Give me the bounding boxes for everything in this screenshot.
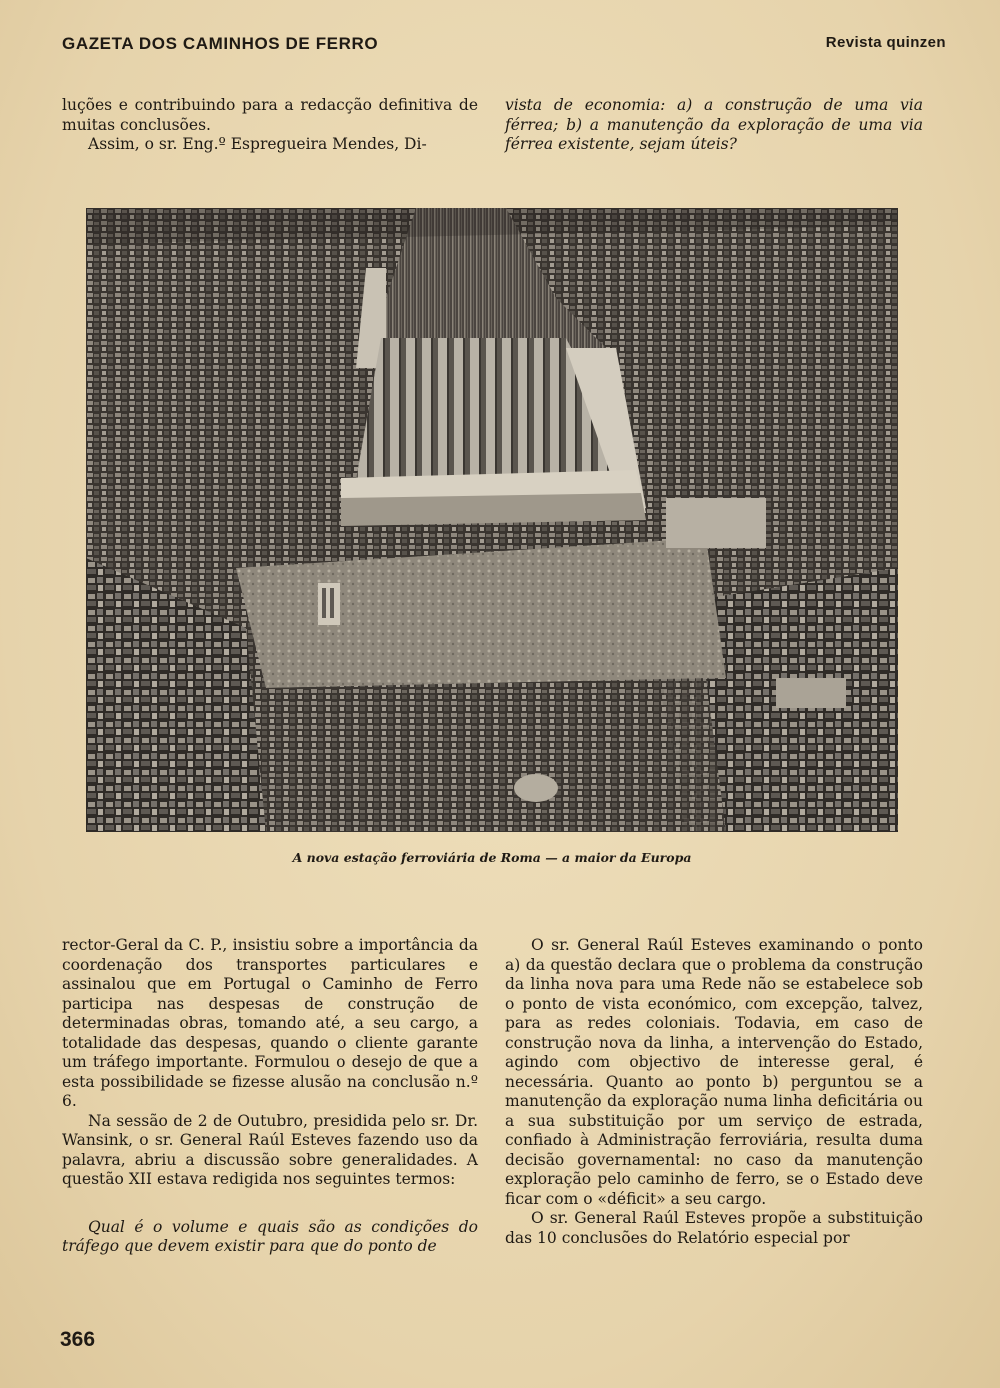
top-left-column [62,96,478,155]
paragraph: Qual é o volume e quais são as condições do tráfego que devem existir para que do ponto de [62,1217,478,1255]
page-number: 366 [60,1328,96,1351]
journal-title: GAZETA DOS CAMINHOS DE FERRO [62,34,379,53]
figure-caption: A nova estação ferroviária de Roma — a maior da Europa [292,850,692,865]
bottom-left-column [62,936,478,1257]
top-right-column [505,96,923,155]
paragraph: luções e contribuindo para a redacção definitiva de muitas conclusões. [62,96,478,134]
paragraph: rector-Geral da C. P., insistiu sobre a importância da coordenação dos transportes particulares e assinalou que em Portugal o Caminho de Ferro participa nas despesas de construção de determinadas obras, tomando até, a seu cargo, a totalidade das despesas, quando o cliente garante um tráfego importante. Formulou o desejo de que a esta possibilidade se fizesse alusão na conclusão n.º 6. [62,936,478,1110]
paragraph: O sr. General Raúl Esteves propõe a substituição das 10 conclusões do Relatório especial por [505,1209,923,1247]
journal-subtitle: Revista quinzen [825,34,946,51]
paragraph: O sr. General Raúl Esteves examinando o ponto a) da questão declara que o problema da construção da linha nova para uma Rede não se estabelece sob o ponto de vista económico, com excepção, talvez, para as redes coloniais. Todavia, em caso de construção nova da linha, a intervenção do Estado, agindo com objectivo de interesse geral, é necessária. Quanto ao ponto b) perguntou se a manutenção da exploração numa linha deficitária ou a sua substituição por um serviço de estrada, confiado à Administração ferroviária, resulta duma decisão governamental: no caso da manutenção exploração pelo caminho de ferro, se o Estado deve ficar com o «déficit» a seu cargo. [505,936,923,1208]
aerial-photo-rome-station [86,208,898,832]
paragraph: Assim, o sr. Eng.º Espregueira Mendes, Di- [88,135,427,153]
paragraph: vista de economia: a) a construção de uma via férrea; b) a manutenção da exploração de uma via férrea existente, sejam úteis? [505,96,923,153]
paragraph: Na sessão de 2 de Outubro, presidida pelo sr. Dr. Wansink, o sr. General Raúl Esteves fazendo uso da palavra, abriu a discussão sobre generalidades. A questão XII estava redigida nos seguintes termos: [62,1111,478,1188]
bottom-right-column [505,936,923,1248]
